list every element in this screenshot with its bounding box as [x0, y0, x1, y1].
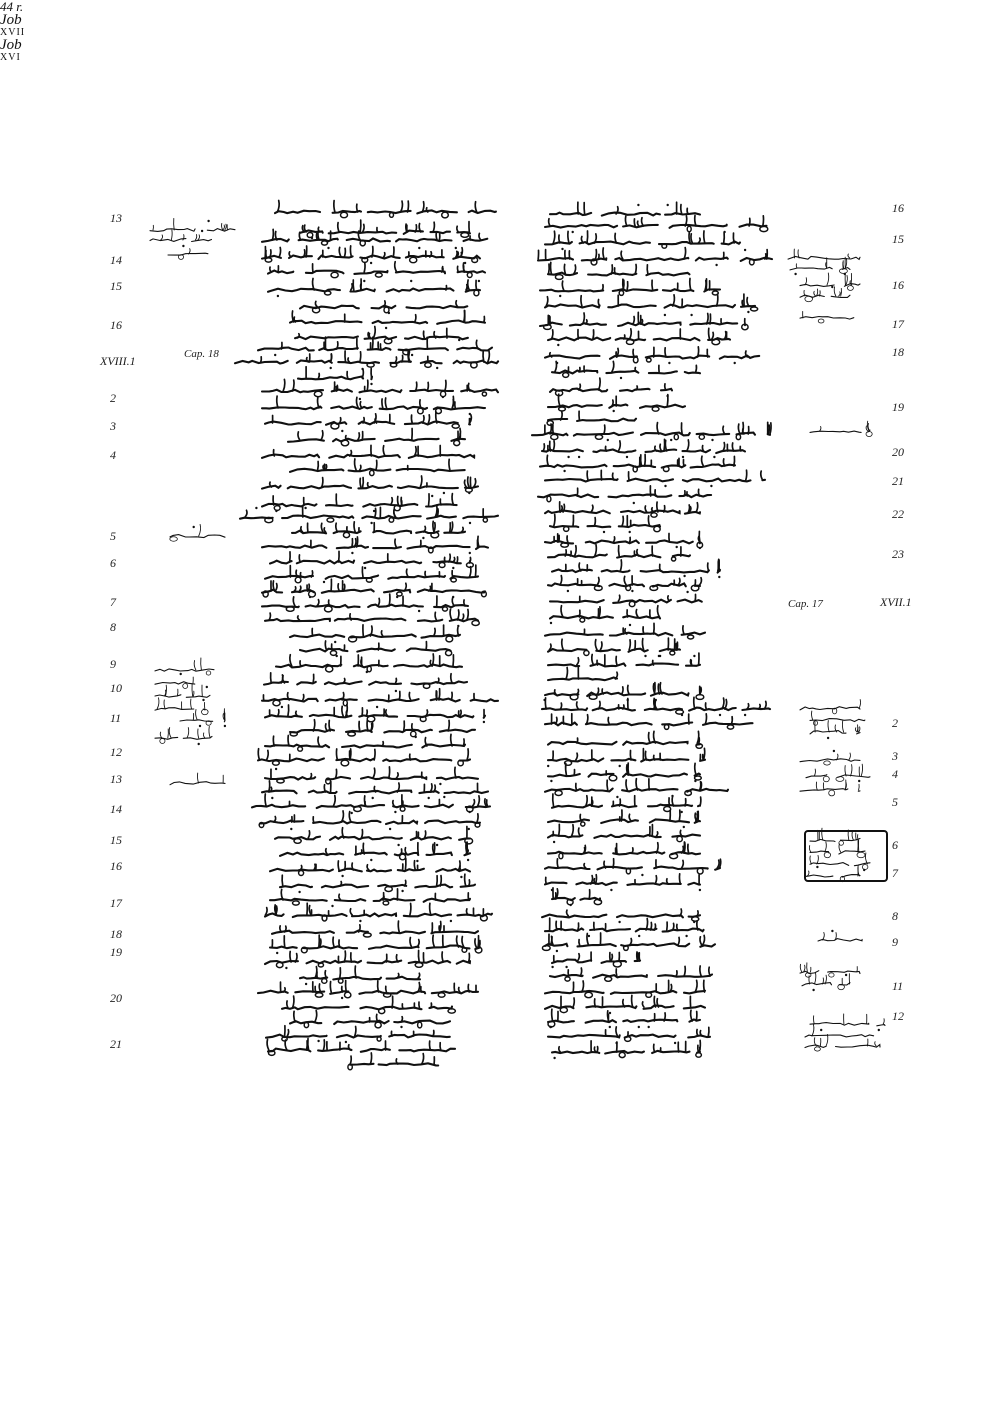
folio-number: 44 r.	[0, 0, 24, 14]
script-line	[806, 764, 870, 782]
verse-number-right: 5	[892, 795, 898, 809]
verse-number-right: XVII.1	[880, 595, 912, 609]
verse-number-left: 4	[110, 448, 116, 462]
verse-number-right: 22	[892, 507, 904, 521]
script-line	[788, 249, 860, 259]
verse-number-left: 2	[110, 391, 116, 405]
verse-number-left: 14	[110, 253, 122, 267]
boxed-marginal-note	[804, 830, 888, 882]
verse-number-right: 19	[892, 400, 904, 414]
verse-number-right: 3	[892, 749, 898, 763]
verse-number-left: 3	[110, 419, 116, 433]
verse-number-left: 10	[110, 681, 122, 695]
verse-number-left: 12	[110, 745, 122, 759]
script-line	[800, 750, 860, 765]
verse-number-left: XVIII.1	[100, 354, 136, 368]
script-line	[800, 963, 860, 977]
book-title-left: Job	[0, 12, 22, 28]
verse-number-left: 7	[110, 595, 116, 609]
verse-number-left: 21	[110, 1037, 122, 1051]
verse-number-left: 14	[110, 802, 122, 816]
verse-number-left: 13	[110, 772, 122, 786]
script-line	[790, 257, 850, 275]
script-line	[800, 273, 860, 290]
script-line	[800, 286, 850, 302]
verse-number-left: 15	[110, 279, 122, 293]
script-line	[810, 711, 865, 725]
script-line	[805, 1034, 880, 1051]
verse-number-left: 16	[110, 318, 122, 332]
capitulum-mark: Cap. 17	[788, 598, 823, 610]
script-line	[800, 780, 860, 796]
verse-number-left: 15	[110, 833, 122, 847]
book-title-right: Job	[0, 37, 22, 53]
verse-number-left: 18	[110, 927, 122, 941]
verse-number-left: 9	[110, 657, 116, 671]
script-line	[800, 700, 861, 714]
verse-number-left: 8	[110, 620, 116, 634]
verse-number-left: 6	[110, 556, 116, 570]
verse-number-right: 11	[892, 979, 904, 993]
verse-number-right: 9	[892, 935, 898, 949]
verse-number-left: 13	[110, 211, 122, 225]
script-line	[818, 930, 862, 941]
script-line	[805, 1024, 874, 1037]
verse-number-right: 23	[892, 547, 904, 561]
verse-number-right: 7	[892, 866, 898, 880]
verse-number-right: 17	[892, 317, 904, 331]
verse-number-right: 4	[892, 767, 898, 781]
verse-number-right: 21	[892, 474, 904, 488]
chapter-left: XVII	[0, 27, 26, 38]
capitulum-mark: Cap. 18	[184, 348, 219, 360]
chapter-right: XVI	[0, 52, 21, 63]
script-line	[800, 312, 854, 324]
verse-number-right: 20	[892, 445, 904, 459]
verse-number-left: 5	[110, 529, 116, 543]
verse-number-right: 15	[892, 232, 904, 246]
verse-number-left: 20	[110, 991, 122, 1005]
verse-number-left: 16	[110, 859, 122, 873]
verse-number-right: 2	[892, 716, 898, 730]
verse-number-right: 18	[892, 345, 904, 359]
verse-number-left: 19	[110, 945, 122, 959]
verse-number-right: 16	[892, 201, 904, 215]
verse-number-left: 11	[110, 711, 122, 725]
script-line	[810, 1014, 885, 1031]
verse-number-right: 8	[892, 909, 898, 923]
script-line	[802, 973, 850, 992]
script-line	[810, 421, 872, 436]
verse-number-left: 17	[110, 896, 122, 910]
verse-number-right: 16	[892, 278, 904, 292]
verse-number-right: 6	[892, 838, 898, 852]
verse-number-right: 12	[892, 1009, 904, 1023]
